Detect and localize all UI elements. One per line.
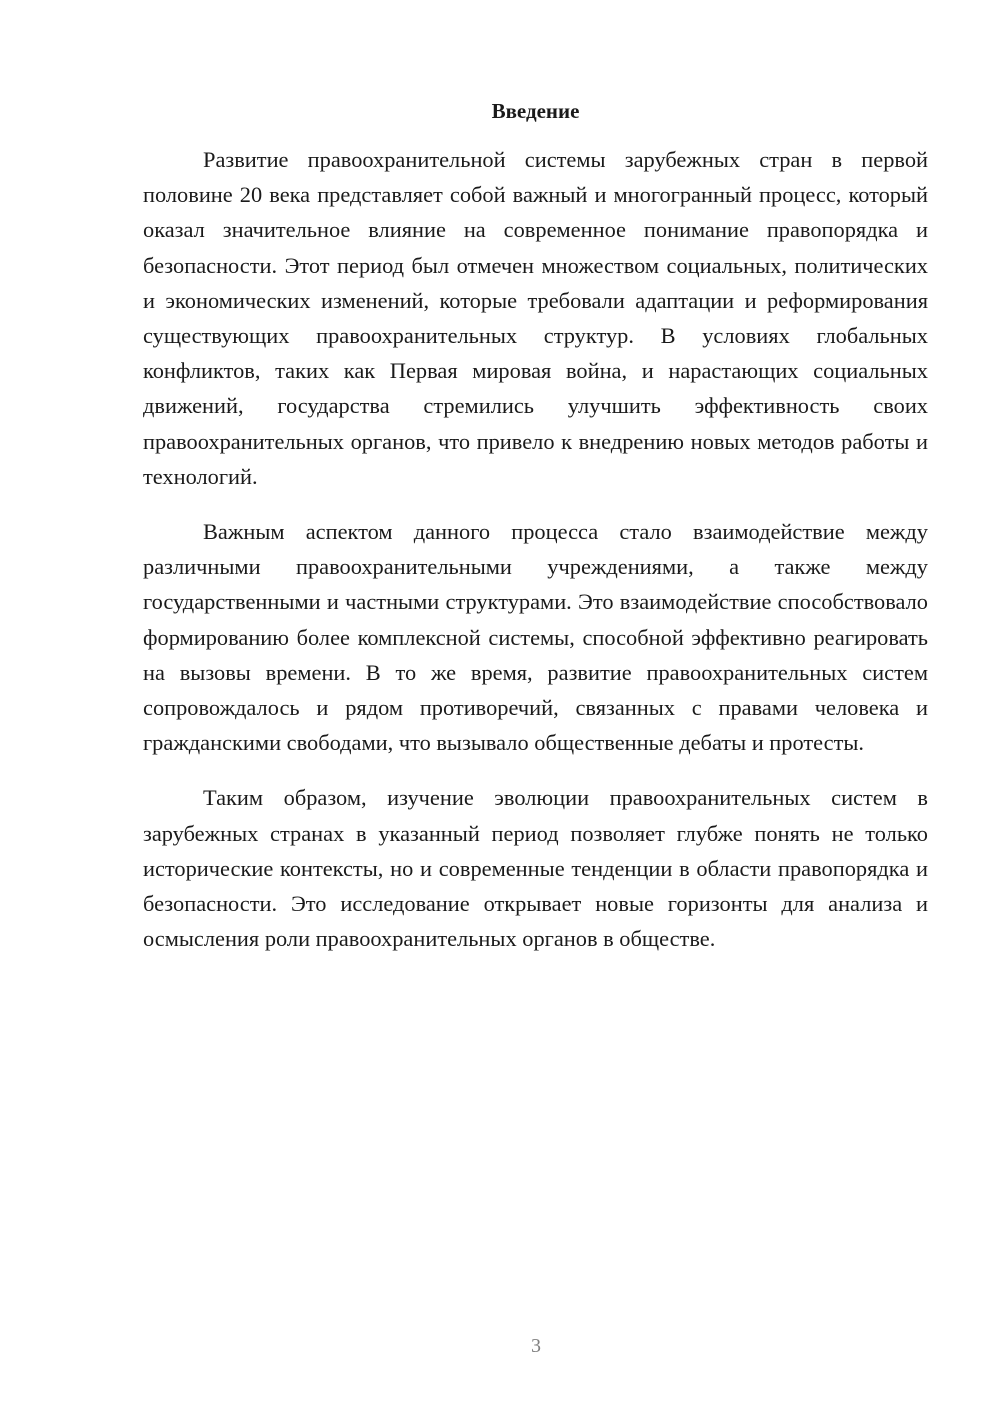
- body-text: [143, 142, 928, 976]
- page-number: 3: [531, 1335, 541, 1357]
- paragraph-3: Таким образом, изучение эволюции правоохранительных систем в зарубежных странах в указанный период позволяет глубже понять не только исторические контексты, но и современные тенденции в области правопорядка и безопасности. Это исследование открывает новые горизонты для анализа и осмысления роли правоохранительных органов в обществе.: [143, 785, 928, 952]
- paragraph-1: Развитие правоохранительной системы зарубежных стран в первой половине 20 века представляет собой важный и многогранный процесс, который оказал значительное влияние на современное понимание правопорядка и безопасности. Этот период был отмечен множеством социальных, политических и экономических изменений, которые требовали адаптации и реформирования существующих правоохранительных структур. В условиях глобальных конфликтов, таких как Первая мировая война, и нарастающих социальных движений, государства стремились улучшить эффективность своих правоохранительных органов, что привело к внедрению новых методов работы и технологий.: [143, 147, 928, 489]
- section-heading: Введение: [491, 99, 580, 123]
- paragraph-2: Важным аспектом данного процесса стало взаимодействие между различными правоохранительными учреждениями, а также между государственными и частными структурами. Это взаимодействие способствовало формированию более комплексной системы, способной эффективно реагировать на вызовы времени. В то же время, развитие правоохранительных систем сопровождалось и рядом противоречий, связанных с правами человека и гражданскими свободами, что вызывало общественные дебаты и протесты.: [143, 519, 928, 756]
